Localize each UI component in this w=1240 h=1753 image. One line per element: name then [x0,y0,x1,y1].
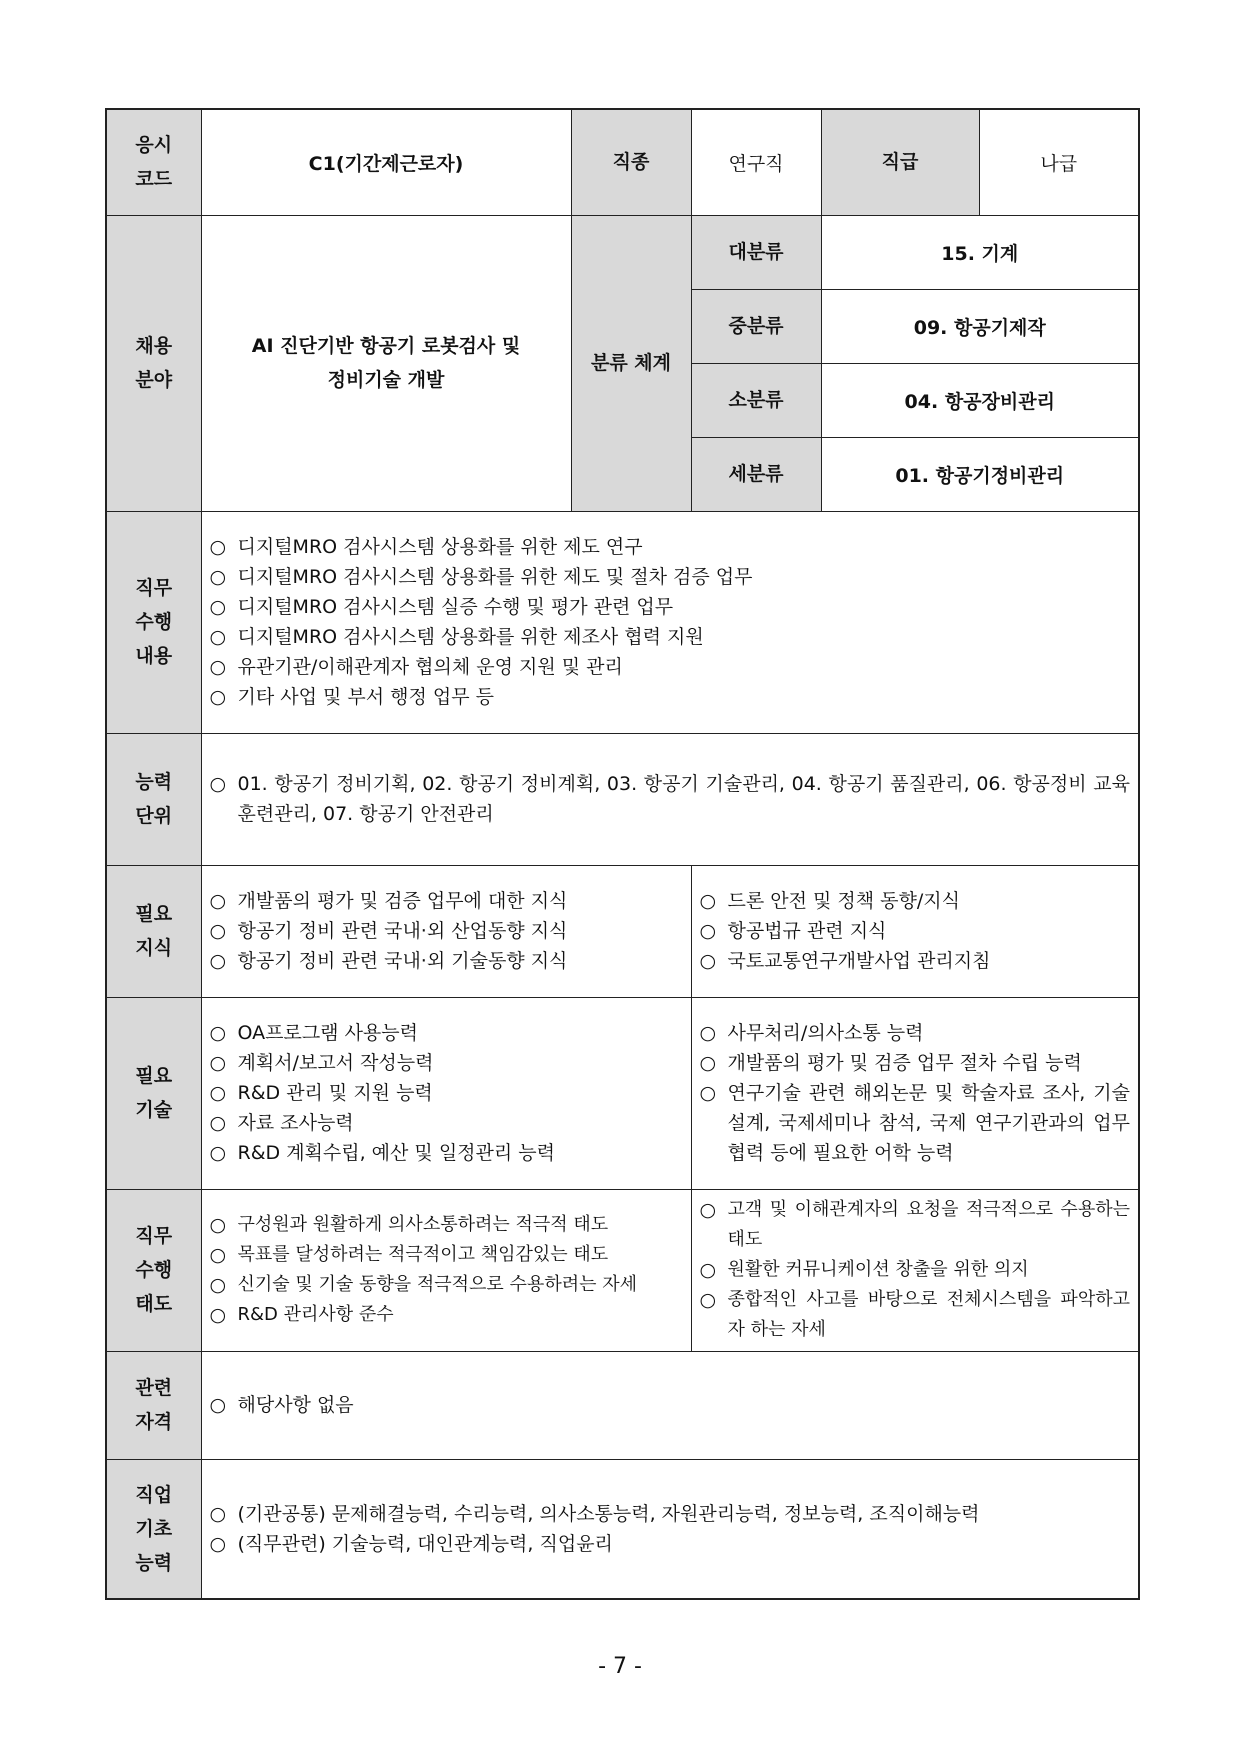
knowledge-right [691,865,1139,997]
skills-left [201,997,691,1189]
attitude-row [106,1189,1139,1351]
list-item: ○ OA프로그램 사용능력 [209,1022,418,1044]
duties-row [106,511,1139,733]
exam-code-label: 응시 코드 [106,109,201,215]
class-value-major: 15. 기계 [821,215,1139,289]
list-item: ○ 종합적인 사고를 바탕으로 전체시스템을 파악하고자 하는 자세 [699,1289,1130,1340]
knowledge-label: 필요 지식 [106,865,201,997]
skills-right [691,997,1139,1189]
list-item: ○ 디지털MRO 검사시스템 상용화를 위한 제조사 협력 지원 [209,626,704,648]
competency-label: 능력 단위 [106,733,201,865]
class-row-1 [106,215,1139,289]
list-item: ○ 원활한 커뮤니케이션 창출을 위한 의지 [699,1259,1029,1281]
qualification-label: 관련 자격 [106,1351,201,1459]
list-item: ○ 유관기관/이해관계자 협의체 운영 지원 및 관리 [209,656,623,678]
list-item: ○ 개발품의 평가 및 검증 업무에 대한 지식 [209,890,568,912]
skills-row [106,997,1139,1189]
list-item: ○ 국토교통연구개발사업 관리지침 [699,950,991,972]
list-item: ○ R&D 계획수립, 예산 및 일정관리 능력 [209,1142,555,1164]
class-label-minor: 소분류 [691,363,821,437]
class-label-detail: 세분류 [691,437,821,511]
class-label-major: 대분류 [691,215,821,289]
list-item: ○ 기타 사업 및 부서 행정 업무 등 [209,686,494,708]
list-item: ○ R&D 관리사항 준수 [209,1304,394,1326]
competency-row [106,733,1139,865]
list-item: ○ (기관공통) 문제해결능력, 수리능력, 의사소통능력, 자원관리능력, 정보능력, 조직이해능력 [209,1502,980,1525]
skills-label: 필요 기술 [106,997,201,1189]
basic-content [201,1459,1139,1599]
list-item: ○ 디지털MRO 검사시스템 실증 수행 및 평가 관련 업무 [209,596,674,618]
list-item: ○ (직무관련) 기술능력, 대인관계능력, 직업윤리 [209,1532,613,1555]
list-item: ○ R&D 관리 및 지원 능력 [209,1082,433,1104]
grade-label: 직급 [821,109,979,215]
list-item: ○ 구성원과 원활하게 의사소통하려는 적극적 태도 [209,1214,609,1236]
list-item: ○ 사무처리/의사소통 능력 [699,1022,924,1044]
list-item: ○ 01. 항공기 정비기획, 02. 항공기 정비계획, 03. 항공기 기술관리, 04. 항공기 품질관리, 06. 항공정비 교육훈련관리, 07. 항공기 안전관리 [209,773,1130,825]
list-item: ○ 드론 안전 및 정책 동향/지식 [699,890,960,912]
header-row [106,109,1139,215]
basic-row [106,1459,1139,1599]
list-item: ○ 항공기 정비 관련 국내·외 기술동향 지식 [209,950,568,972]
job-description-table [105,108,1140,1600]
list-item: ○ 계획서/보고서 작성능력 [209,1052,434,1074]
list-item: ○ 항공기 정비 관련 국내·외 산업동향 지식 [209,920,568,942]
duties-content [201,511,1139,733]
class-value-middle: 09. 항공기제작 [821,289,1139,363]
grade-value: 나급 [979,109,1139,215]
attitude-right [691,1189,1139,1351]
job-type-label: 직종 [571,109,691,215]
list-item: ○ 신기술 및 기술 동향을 적극적으로 수용하려는 자세 [209,1274,637,1296]
page-number: - 7 - [598,1654,642,1679]
list-item: ○ 개발품의 평가 및 검증 업무 절차 수립 능력 [699,1052,1082,1074]
list-item: ○ 디지털MRO 검사시스템 상용화를 위한 제도 및 절차 검증 업무 [209,566,753,588]
list-item: ○ 항공법규 관련 지식 [699,920,887,942]
class-value-minor: 04. 항공장비관리 [821,363,1139,437]
qualification-content [201,1351,1139,1459]
qualification-row [106,1351,1139,1459]
class-label-middle: 중분류 [691,289,821,363]
knowledge-row [106,865,1139,997]
attitude-label: 직무 수행 태도 [106,1189,201,1351]
attitude-left [201,1189,691,1351]
knowledge-left [201,865,691,997]
classification-label: 분류 체계 [571,215,691,511]
field-label: 채용 분야 [106,215,201,511]
basic-label: 직업 기초 능력 [106,1459,201,1599]
competency-content [201,733,1139,865]
list-item: ○ 해당사항 없음 [209,1394,354,1416]
list-item: ○ 연구기술 관련 해외논문 및 학술자료 조사, 기술설계, 국제세미나 참석, 국제 연구기관과의 업무협력 등에 필요한 어학 능력 [699,1082,1130,1164]
list-item: ○ 목표를 달성하려는 적극적이고 책임감있는 태도 [209,1244,609,1266]
list-item: ○ 고객 및 이해관계자의 요청을 적극적으로 수용하는 태도 [699,1199,1130,1250]
list-item: ○ 자료 조사능력 [209,1112,354,1134]
list-item: ○ 디지털MRO 검사시스템 상용화를 위한 제도 연구 [209,536,643,558]
class-value-detail: 01. 항공기정비관리 [821,437,1139,511]
exam-code-value: C1(기간제근로자) [201,109,571,215]
job-type-value: 연구직 [691,109,821,215]
field-title: AI 진단기반 항공기 로봇검사 및 정비기술 개발 [201,215,571,511]
duties-label: 직무 수행 내용 [106,511,201,733]
